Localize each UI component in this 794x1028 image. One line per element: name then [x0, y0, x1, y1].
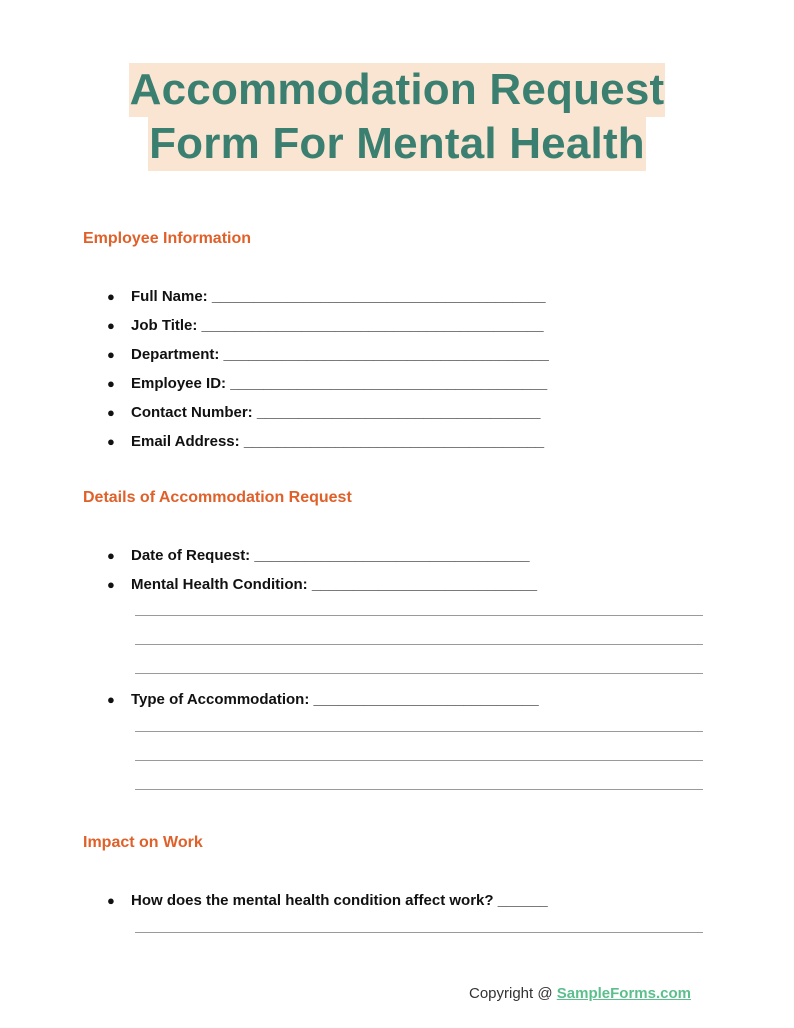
list-item[interactable] [107, 690, 539, 719]
employee-field-list [107, 287, 549, 461]
copyright-text: Copyright @ [469, 985, 557, 1002]
field-contact-number: Contact Number: __________________________________ [131, 404, 541, 421]
bullet-icon: ● [107, 548, 115, 563]
answer-line[interactable] [135, 615, 703, 616]
list-item[interactable] [107, 575, 537, 604]
bullet-icon: ● [107, 692, 115, 707]
list-item[interactable] [107, 891, 548, 920]
list-item[interactable] [107, 374, 549, 403]
section-heading-details: Details of Accommodation Request [83, 489, 352, 506]
answer-line[interactable] [135, 932, 703, 933]
field-full-name: Full Name: ________________________________________ [131, 288, 546, 305]
list-item[interactable] [107, 546, 537, 575]
field-impact-question: How does the mental health condition affect work? ______ [131, 892, 548, 909]
bullet-icon: ● [107, 577, 115, 592]
field-type-of-accommodation: Type of Accommodation: ___________________________ [131, 691, 539, 708]
bullet-icon: ● [107, 347, 115, 362]
title-line-2: Form For Mental Health [148, 117, 646, 171]
title-line-1: Accommodation Request [129, 63, 666, 117]
bullet-icon: ● [107, 434, 115, 449]
field-date-of-request: Date of Request: _________________________________ [131, 547, 530, 564]
bullet-icon: ● [107, 376, 115, 391]
answer-line[interactable] [135, 644, 703, 645]
details-field-list [107, 546, 537, 604]
list-item[interactable] [107, 403, 549, 432]
section-heading-impact-on-work: Impact on Work [83, 834, 203, 851]
field-mental-health-condition: Mental Health Condition: ___________________________ [131, 576, 538, 593]
bullet-icon: ● [107, 893, 115, 908]
answer-line[interactable] [135, 789, 703, 790]
answer-line[interactable] [135, 731, 703, 732]
bullet-icon: ● [107, 289, 115, 304]
footer-copyright [469, 985, 691, 1002]
bullet-icon: ● [107, 318, 115, 333]
list-item[interactable] [107, 287, 549, 316]
impact-field-list [107, 891, 548, 920]
list-item[interactable] [107, 345, 549, 374]
answer-line[interactable] [135, 760, 703, 761]
list-item[interactable] [107, 432, 549, 461]
bullet-icon: ● [107, 405, 115, 420]
section-heading-employee-information: Employee Information [83, 230, 252, 247]
answer-line[interactable] [135, 673, 703, 674]
brand-link[interactable]: SampleForms.com [556, 985, 691, 1002]
list-item[interactable] [107, 316, 549, 345]
field-employee-id: Employee ID: ______________________________________ [131, 375, 548, 392]
field-job-title: Job Title: _________________________________________ [131, 317, 544, 334]
accommodation-field-list [107, 690, 539, 719]
field-email-address: Email Address: ____________________________________ [131, 433, 545, 450]
field-department: Department: _______________________________________ [131, 346, 549, 363]
form-title [0, 63, 794, 171]
